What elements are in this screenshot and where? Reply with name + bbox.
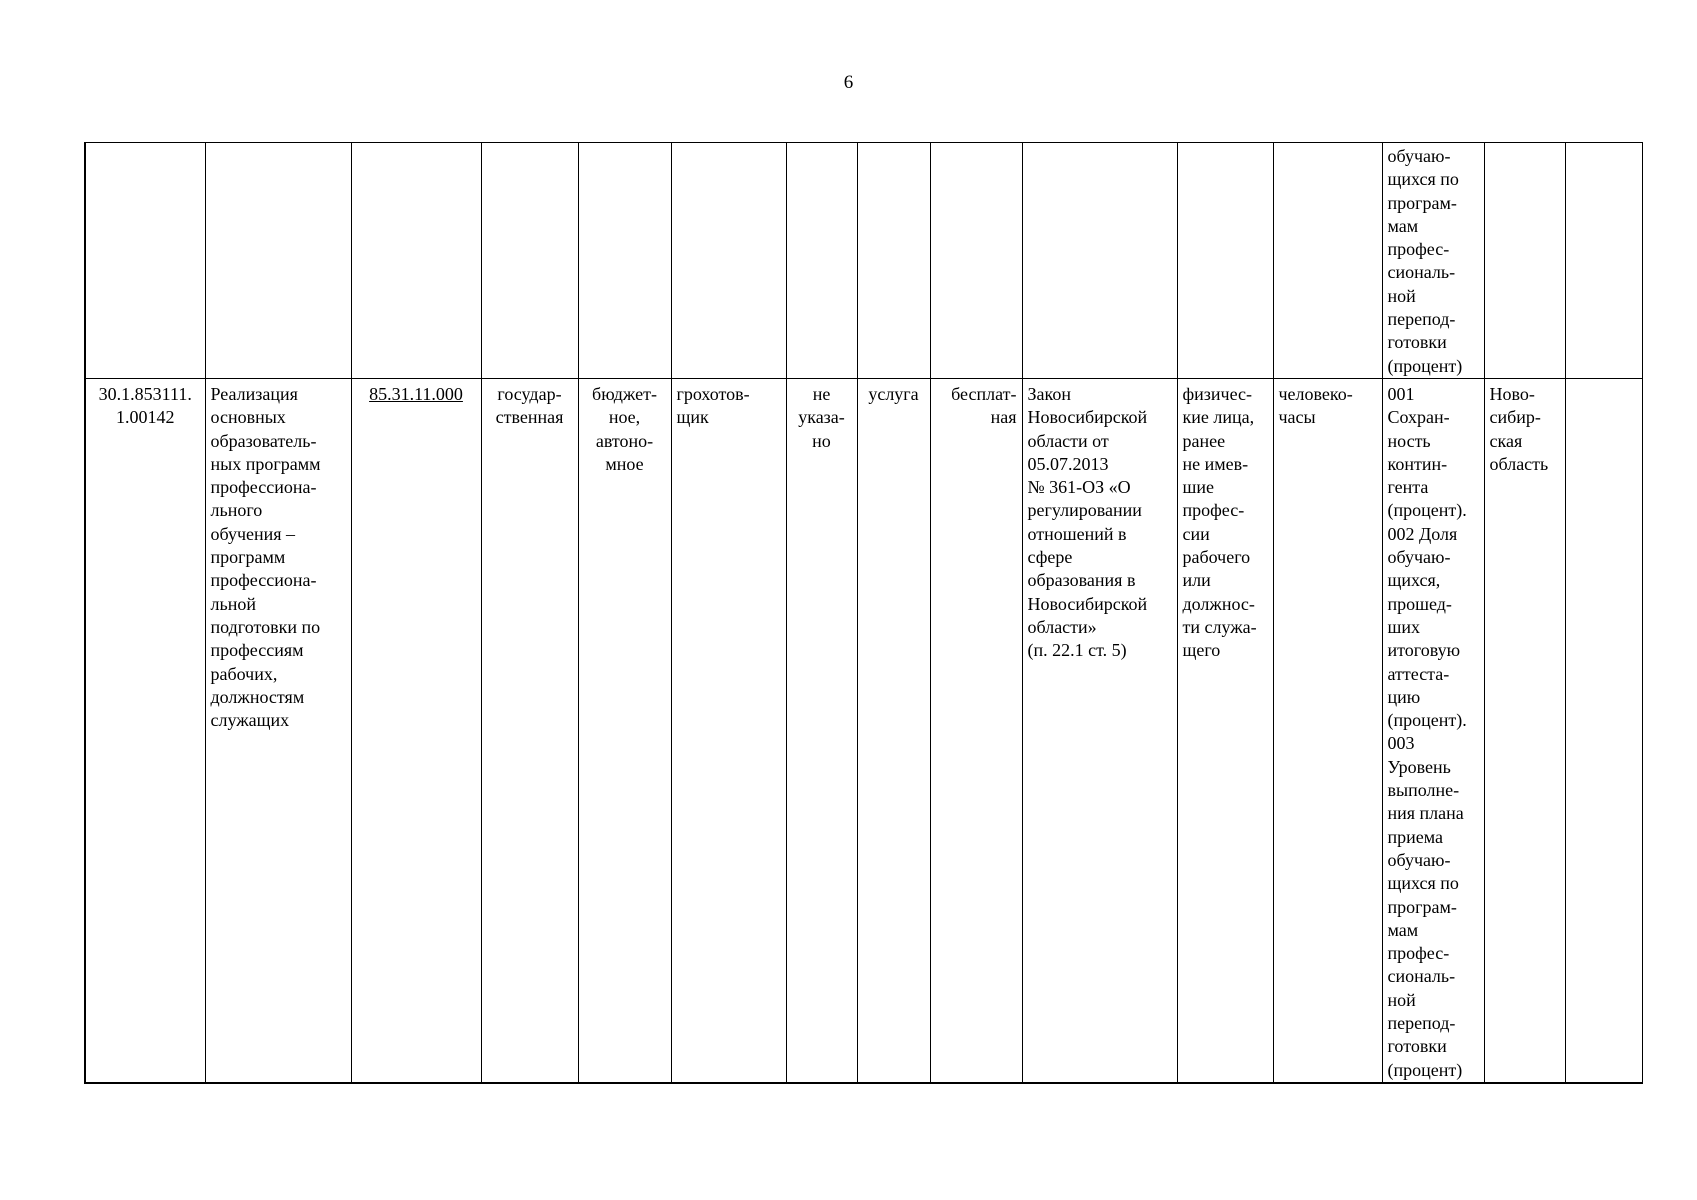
text-line: ных программ [210, 453, 321, 474]
text-line: служащих [210, 710, 290, 731]
text-line: услуга [868, 383, 919, 404]
text-line: кие лица, [1182, 407, 1255, 428]
text-line: ная [990, 407, 1017, 428]
text-line: сиональ- [1387, 262, 1456, 283]
text-line: области» [1027, 616, 1097, 637]
text-line: указа- [798, 407, 845, 428]
text-line: № 361-ОЗ «О [1027, 477, 1131, 498]
cell-last [1565, 143, 1642, 379]
text-line: приема [1387, 826, 1444, 847]
cell-quality-indicators [1382, 378, 1484, 1083]
text-line: выполне- [1387, 780, 1460, 801]
text-line: ния плана [1387, 803, 1464, 824]
text-line: (процент). [1387, 710, 1467, 731]
text-line: области от [1027, 430, 1109, 451]
text-line: щик [676, 407, 709, 428]
text-line: или [1182, 570, 1211, 591]
text-line: грохотов- [676, 383, 750, 404]
text-line: должнос- [1182, 593, 1255, 614]
text-line: контин- [1387, 453, 1448, 474]
text-line: мное [605, 453, 644, 474]
text-line: мам [1387, 919, 1419, 940]
text-line: рабочего [1182, 547, 1251, 568]
text-line: человеко- [1278, 383, 1353, 404]
cell-volume-unit [1273, 143, 1382, 379]
cell-institution [578, 143, 671, 379]
table-row [85, 378, 1642, 1083]
text-line: щего [1182, 640, 1221, 661]
text-line: готовки [1387, 1036, 1447, 1057]
text-line: профессиона- [210, 570, 317, 591]
text-line: програм- [1387, 896, 1457, 917]
cell-law [1022, 143, 1177, 379]
text-line: обучаю- [1387, 849, 1451, 870]
text-line: ной [1387, 989, 1416, 1010]
text-line: физичес- [1182, 383, 1253, 404]
cell-profession [671, 378, 786, 1083]
cell-name [205, 143, 351, 379]
text-line: Сохран- [1387, 407, 1450, 428]
text-line: сфере [1027, 547, 1073, 568]
text-line: основных [210, 407, 286, 428]
text-line: аттеста- [1387, 663, 1450, 684]
text-line: прошед- [1387, 593, 1452, 614]
text-line: ственная [495, 407, 564, 428]
cell-okved [351, 378, 481, 1083]
cell-specified [786, 378, 857, 1083]
text-line: 003 [1387, 733, 1415, 754]
cell-payment [930, 378, 1022, 1083]
text-line: щихся по [1387, 169, 1459, 190]
services-registry-table [84, 142, 1643, 1084]
cell-type [481, 143, 578, 379]
text-line: часы [1278, 407, 1316, 428]
text-line: Ново- [1489, 383, 1535, 404]
text-line: не имев- [1182, 453, 1249, 474]
text-line: 30.1.853111. [98, 383, 192, 404]
cell-region [1484, 143, 1565, 379]
text-line: сии [1182, 523, 1210, 544]
cell-name [205, 378, 351, 1083]
text-line: ти служа- [1182, 616, 1257, 637]
cell-region [1484, 378, 1565, 1083]
cell-law [1022, 378, 1177, 1083]
text-line: програм- [1387, 192, 1457, 213]
text-line: автоно- [595, 430, 654, 451]
text-line: профес- [1387, 239, 1450, 260]
text-line: льного [210, 500, 263, 521]
text-line: готовки [1387, 332, 1447, 353]
text-line: обучаю- [1387, 146, 1451, 166]
cell-profession [671, 143, 786, 379]
text-line: ская [1489, 430, 1523, 451]
cell-code [85, 143, 205, 379]
cell-volume-unit [1273, 378, 1382, 1083]
text-line: обучаю- [1387, 547, 1451, 568]
text-line: профессиям [210, 640, 304, 661]
text-line: (процент) [1387, 355, 1463, 376]
text-line: Реализация [210, 383, 298, 404]
text-line: бюджет- [592, 383, 657, 404]
text-line: ших [1387, 616, 1420, 637]
text-line: должностям [210, 686, 305, 707]
cell-okved [351, 143, 481, 379]
text-line: мам [1387, 215, 1419, 236]
text-line: ранее [1182, 430, 1226, 451]
text-line: рабочих, [210, 663, 278, 684]
cell-payment [930, 143, 1022, 379]
text-line: Уровень [1387, 756, 1451, 777]
text-line: профессиона- [210, 477, 317, 498]
text-line: сибир- [1489, 407, 1541, 428]
table-row-continued [85, 143, 1642, 379]
text-line: Новосибирской [1027, 407, 1148, 428]
text-line: обучения – [210, 523, 296, 544]
cell-institution [578, 378, 671, 1083]
text-line: Закон [1027, 383, 1071, 404]
text-line: ной [1387, 285, 1416, 306]
text-line: профес- [1182, 500, 1245, 521]
text-line: профес- [1387, 943, 1450, 964]
cell-consumers [1177, 378, 1273, 1083]
text-line: ность [1387, 430, 1431, 451]
text-line: область [1489, 453, 1549, 474]
text-line: бесплат- [951, 383, 1017, 404]
text-line: подготовки по [210, 616, 321, 637]
cell-consumers [1177, 143, 1273, 379]
text-line: шие [1182, 477, 1214, 498]
text-line: щихся, [1387, 570, 1441, 591]
cell-kind [857, 143, 930, 379]
text-line: гента [1387, 477, 1429, 498]
page-number: 6 [843, 72, 854, 93]
text-line: перепод- [1387, 1012, 1456, 1033]
cell-last [1565, 378, 1642, 1083]
text-line: сиональ- [1387, 966, 1456, 987]
cell-code [85, 378, 205, 1083]
text-line: Новосибирской [1027, 593, 1148, 614]
text-line: льной [210, 593, 256, 614]
text-line: перепод- [1387, 309, 1456, 330]
text-line: государ- [497, 383, 562, 404]
text-line: 1.00142 [116, 407, 175, 428]
cell-type [481, 378, 578, 1083]
text-line: но [812, 430, 831, 451]
text-line: 05.07.2013 [1027, 453, 1109, 474]
text-line: не [812, 383, 831, 404]
text-line: образования в [1027, 570, 1136, 591]
text-line: 002 Доля [1387, 523, 1458, 544]
text-line: 001 [1387, 383, 1415, 404]
text-line: отношений в [1027, 523, 1127, 544]
text-line: (п. 22.1 ст. 5) [1027, 640, 1127, 661]
text-line: щихся по [1387, 873, 1459, 894]
text-line: (процент). [1387, 500, 1467, 521]
text-line: итоговую [1387, 640, 1461, 661]
cell-kind [857, 378, 930, 1083]
text-line: образователь- [210, 430, 317, 451]
text-line: цию [1387, 686, 1421, 707]
text-line: программ [210, 547, 286, 568]
text-line: регулировании [1027, 500, 1142, 521]
cell-specified [786, 143, 857, 379]
cell-quality-indicators [1382, 143, 1484, 379]
okved-code-link[interactable]: 85.31.11.000 [369, 383, 463, 404]
text-line: (процент) [1387, 1059, 1463, 1080]
text-line: ное, [608, 407, 641, 428]
